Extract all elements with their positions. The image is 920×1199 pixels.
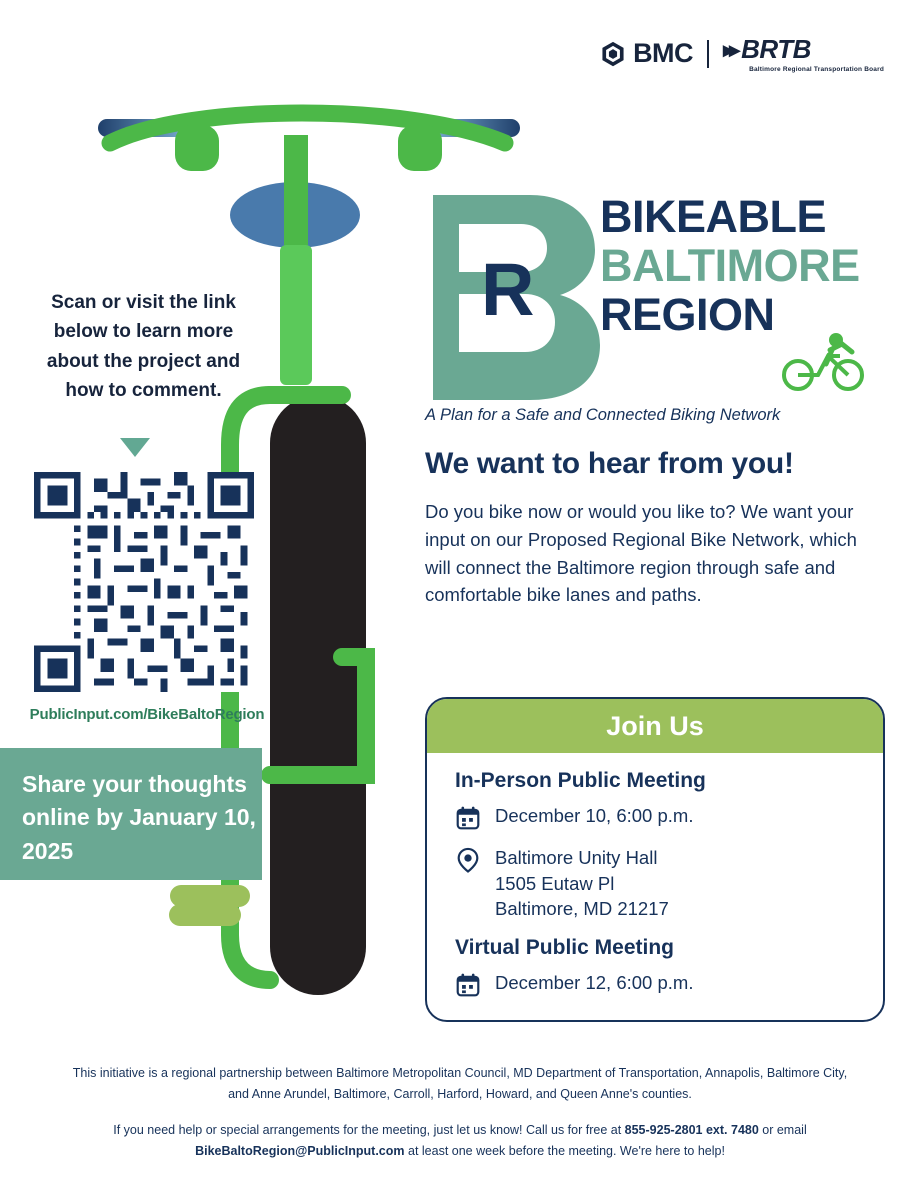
qr-url-text[interactable]: PublicInput.com/BikeBaltoRegion [29,706,265,723]
accessibility-text-b: or email [758,1122,807,1137]
poster-title [600,191,890,340]
virtual-date-row [455,970,855,998]
share-deadline-banner [0,748,262,880]
headline: We want to hear from you! [425,447,794,480]
title-line-1: BIKEABLE [600,191,827,242]
brtb-logo [723,34,884,73]
calendar-icon [455,972,481,998]
svg-text:R: R [481,248,535,331]
cyclist-icon [780,330,868,392]
chevron-right-icon: ▸▸ [723,36,736,62]
qr-code-icon[interactable] [34,472,254,692]
accessibility-text-c: at least one week before the meeting. We're here to help! [404,1143,725,1158]
bmc-logo [600,38,693,69]
poster-tagline: A Plan for a Safe and Connected Biking Network [425,406,781,424]
brtb-wordmark: BRTB [741,34,811,64]
inperson-location-row [455,845,855,922]
bikeable-b-monogram [425,190,600,405]
logo-divider [707,40,709,68]
join-us-header [427,699,883,753]
share-deadline-text: Share your thoughts online by January 10, 2025 [22,771,256,864]
body-copy: Do you bike now or would you like to? We want your input on our Proposed Regional Bike Network, which will connect the Baltimore region through safe and comfortable bike lanes and paths. [425,501,857,606]
join-us-card [425,697,885,1022]
venue-city: Baltimore, MD 21217 [495,898,669,920]
contact-phone[interactable]: 855-925-2801 ext. 7480 [624,1122,759,1137]
venue-name: Baltimore Unity Hall [495,847,658,868]
footer [0,1063,920,1162]
partnership-text: This initiative is a regional partnership between Baltimore Metropolitan Council, MD Department of Transportation, Annapolis, Baltimore City, and Anne Arundel, Baltimore, Carroll, Harford, Howard, and Queen Anne's counties. [72,1066,848,1102]
title-line-2: BALTIMORE [600,239,860,291]
scan-instruction-text: Scan or visit the link below to learn more about the project and how to comment. [46,292,241,402]
inperson-heading: In-Person Public Meeting [455,769,706,792]
inperson-date: December 10, 6:00 p.m. [495,805,694,826]
down-arrow-icon [120,438,150,457]
inperson-date-row [455,803,855,831]
virtual-heading: Virtual Public Meeting [455,935,674,959]
virtual-date: December 12, 6:00 p.m. [495,971,694,993]
logo-bar [600,34,884,73]
join-us-title: Join Us [606,710,704,741]
brtb-subtitle: Baltimore Regional Transportation Board [749,66,884,73]
venue-street: 1505 Eutaw Pl [495,872,615,894]
contact-email[interactable]: BikeBaltoRegion@PublicInput.com [195,1143,405,1158]
map-pin-icon [455,847,481,873]
inperson-address [495,845,669,922]
title-line-3: REGION [600,288,775,340]
bmc-wordmark: BMC [633,38,694,68]
hexagon-mark-icon [600,41,626,67]
accessibility-text-a: If you need help or special arrangements for the meeting, just let us know! Call us for free at [113,1122,625,1137]
accessibility-text [65,1120,855,1163]
calendar-icon [455,805,481,831]
